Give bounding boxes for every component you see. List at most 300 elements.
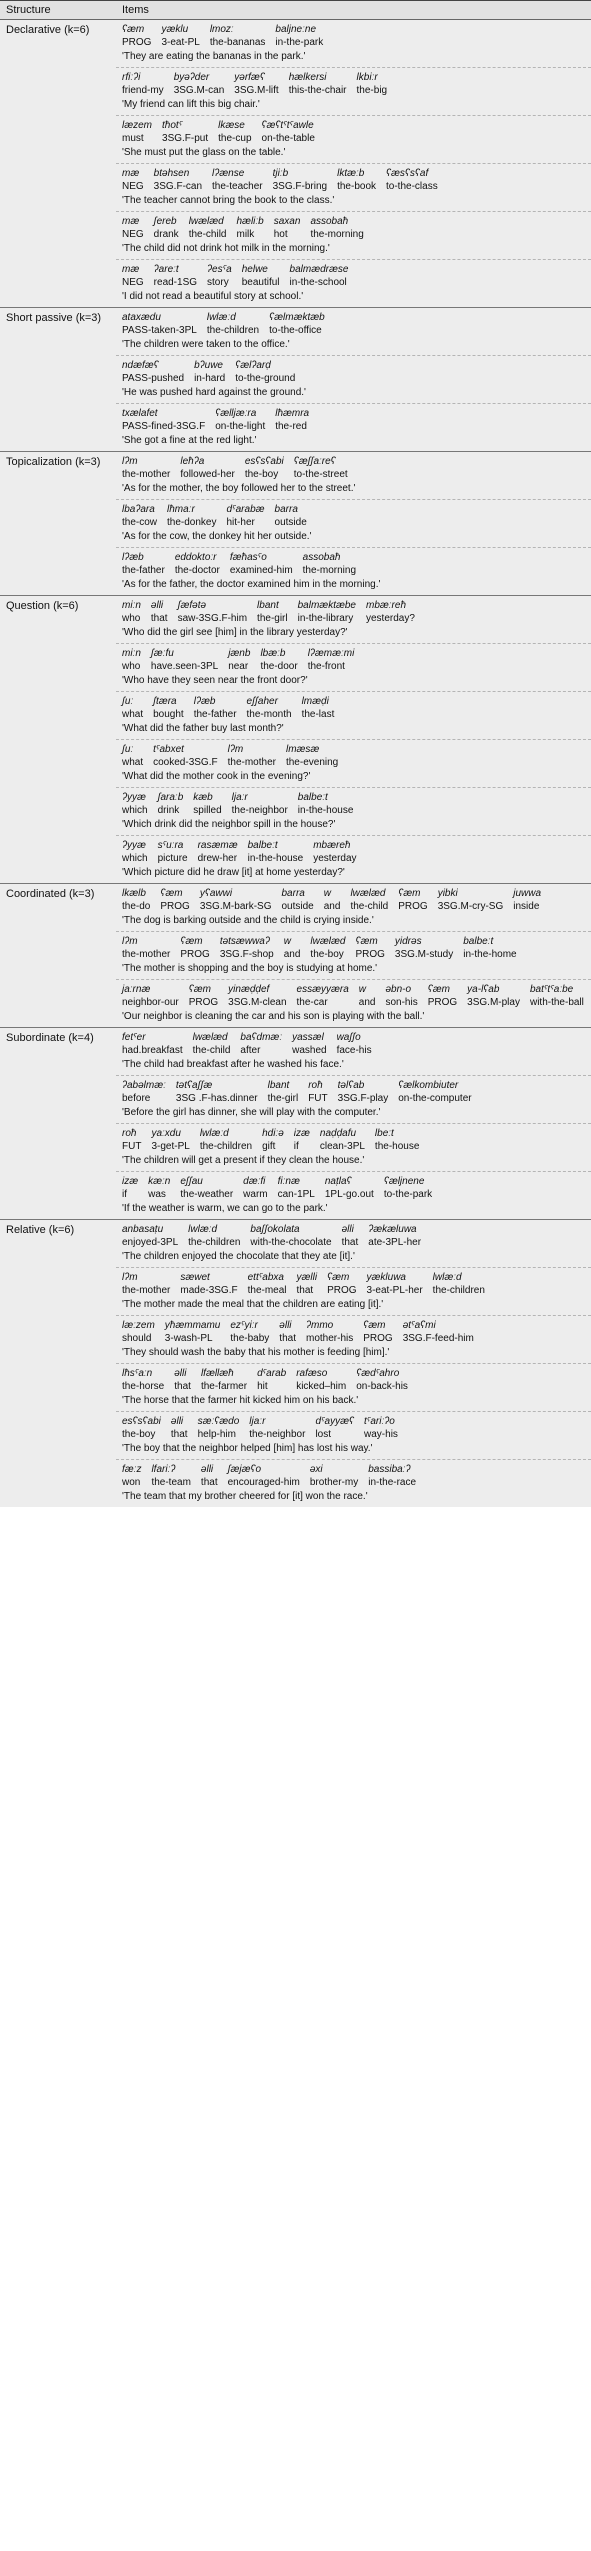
gloss-text: had.breakfast (122, 1045, 183, 1056)
gloss-text: if (293, 1141, 299, 1152)
source-word: ʕæm (180, 936, 203, 947)
gloss-word (296, 1367, 346, 1393)
gloss-text: drank (153, 229, 179, 240)
source-word: yaːxdu (151, 1128, 181, 1139)
gloss-text: must (122, 133, 144, 144)
gloss-text: and (323, 901, 341, 912)
source-word: yækluwa (366, 1272, 406, 1283)
source-word: dˤayyæʕ (315, 1416, 355, 1427)
gloss-text: the-boy (244, 469, 279, 480)
gloss-text: on-the-light (215, 421, 266, 432)
gloss-text: before (122, 1093, 151, 1104)
interlinear-gloss (122, 743, 585, 769)
source-word: lwælæd (350, 888, 386, 899)
gloss-text: PROG (363, 1333, 393, 1344)
gloss-word (160, 887, 189, 913)
gloss-word (257, 1367, 286, 1393)
gloss-word (243, 1175, 267, 1201)
interlinear-gloss (122, 647, 585, 673)
gloss-text: friend-my (122, 85, 164, 96)
interlinear-gloss (122, 359, 585, 385)
free-translation: 'As for the cow, the donkey hit her outside.' (122, 531, 312, 542)
gloss-word (151, 599, 168, 625)
header-structure: Structure (0, 1, 116, 20)
gloss-text: the-teacher (212, 181, 263, 192)
free-translation: 'The children enjoyed the chocolate that they ate [it].' (122, 1251, 355, 1262)
source-word: lkbiːr (356, 72, 378, 83)
gloss-text: ate-3PL-her (368, 1237, 422, 1248)
gloss-word (201, 1367, 247, 1393)
gloss-text: that (174, 1381, 191, 1392)
gloss-word (248, 839, 304, 865)
gloss-text: 3SG.M-cry-SG (437, 901, 504, 912)
interlinear-gloss (122, 1175, 585, 1201)
source-word: jaːrnæ (122, 984, 151, 995)
source-word: izæ (293, 1128, 310, 1139)
gloss-word (174, 71, 225, 97)
gloss-word (200, 887, 272, 913)
gloss-word (228, 743, 276, 769)
gloss-text: was (148, 1189, 166, 1200)
gloss-word (310, 215, 363, 241)
source-word: lʔm (122, 936, 138, 947)
gloss-text: 3SG.F-play (337, 1093, 389, 1104)
gloss-word (207, 311, 259, 337)
gloss-word (207, 263, 232, 289)
structure-row (0, 452, 591, 596)
gloss-text: milk (236, 229, 255, 240)
gloss-word (154, 167, 202, 193)
gloss-word (292, 1031, 326, 1057)
gloss-word (165, 1319, 221, 1345)
source-word: juwwa (513, 888, 542, 899)
source-word: ʕælkombiuter (398, 1080, 459, 1091)
gloss-word (337, 167, 376, 193)
gloss-text: brother-my (309, 1477, 359, 1488)
gloss-text: that (170, 1429, 188, 1440)
free-translation: 'The child had breakfast after he washed his face.' (122, 1059, 344, 1070)
gloss-word (350, 887, 388, 913)
example-item (116, 1172, 591, 1219)
source-word: saxan (273, 216, 301, 227)
example-item (116, 1460, 591, 1507)
source-word: lwlæːd (206, 312, 236, 323)
gloss-word (198, 839, 238, 865)
free-translation: 'The mother made the meal that the children are eating [it].' (122, 1299, 384, 1310)
gloss-word (298, 599, 356, 625)
source-word: yassæl (292, 1032, 324, 1043)
free-translation: 'As for the father, the doctor examined him in the morning.' (122, 579, 381, 590)
free-translation: 'The team that my brother cheered for [it] won the race.' (122, 1491, 368, 1502)
gloss-word (368, 1463, 416, 1489)
source-word: rfiːʔi (122, 72, 141, 83)
interlinear-gloss (122, 599, 585, 625)
interlinear-gloss (122, 1079, 585, 1105)
gloss-word (275, 503, 307, 529)
source-word: lʔænse (212, 168, 245, 179)
source-word: lbant (257, 600, 279, 611)
source-word: fæħasˤo (229, 552, 267, 563)
source-word: lħæmra (275, 408, 310, 419)
structure-label: Relative (k=6) (0, 1220, 116, 1508)
gloss-text: NEG (122, 229, 144, 240)
source-word: helwe (241, 264, 268, 275)
source-word: waʃʃo (336, 1032, 361, 1043)
source-word: txælafet (122, 408, 158, 419)
gloss-word (180, 1271, 237, 1297)
gloss-word (338, 1079, 389, 1105)
source-word: yæklu (161, 24, 189, 35)
gloss-text: PROG (122, 37, 152, 48)
structure-row (0, 1220, 591, 1508)
gloss-word (154, 263, 197, 289)
gloss-text: the-door (260, 661, 298, 672)
source-word: əlli (170, 1416, 184, 1427)
gloss-word (122, 407, 205, 433)
source-word: ʔesˤa (207, 264, 232, 275)
free-translation: 'They should wash the baby that his mother is feeding [him].' (122, 1347, 390, 1358)
structure-row (0, 308, 591, 452)
source-word: lbant (267, 1080, 290, 1091)
interlinear-gloss (122, 407, 585, 433)
source-word: ʕæm (427, 984, 450, 995)
interlinear-gloss (122, 455, 585, 481)
source-word: assobaħ (302, 552, 341, 563)
gloss-text: FUT (308, 1093, 328, 1104)
source-word: ʕæm (160, 888, 183, 899)
source-word: ʃæjæʕo (227, 1464, 262, 1475)
gloss-text: the-child (350, 901, 389, 912)
source-word: w (323, 888, 331, 899)
source-word: fetˤer (122, 1032, 146, 1043)
gloss-word (122, 1127, 141, 1153)
gloss-text: followed-her (180, 469, 235, 480)
source-word: læːzem (122, 1320, 155, 1331)
gloss-text: the-mother (122, 469, 171, 480)
gloss-word (355, 935, 384, 961)
source-word: dˤarabæ (226, 504, 265, 515)
gloss-text: the-morning (302, 565, 357, 576)
gloss-word (201, 1463, 218, 1489)
example-item (116, 164, 591, 212)
gloss-word (257, 599, 288, 625)
structure-row (0, 1028, 591, 1220)
gloss-text: 3SG.F-put (162, 133, 209, 144)
free-translation: 'Which drink did the neighbor spill in the house?' (122, 819, 336, 830)
gloss-word (395, 935, 453, 961)
source-word: dæːfi (243, 1176, 266, 1187)
source-word: essæyyæra (296, 984, 349, 995)
gloss-word (122, 839, 148, 865)
source-word: ʕæljnene (383, 1176, 425, 1187)
gloss-word (357, 71, 388, 97)
source-word: ətˤaʕmi (402, 1320, 436, 1331)
example-item (116, 692, 591, 740)
gloss-word (178, 599, 247, 625)
source-word: ʔabəlmæː (122, 1080, 166, 1091)
gloss-text: NEG (122, 277, 144, 288)
gloss-word (158, 839, 188, 865)
gloss-text: on-the-computer (398, 1093, 472, 1104)
source-word: balbeːt (247, 840, 278, 851)
gloss-text: 3SG.M-play (467, 997, 520, 1008)
gloss-text: picture (157, 853, 188, 864)
gloss-text: the-front (307, 661, 345, 672)
gloss-word (364, 1415, 398, 1441)
source-word: ʕæm (363, 1320, 386, 1331)
gloss-text: the-car (296, 997, 328, 1008)
example-item (116, 740, 591, 788)
gloss-word (242, 263, 280, 289)
source-word: ʕæʃʃaːreʕ (293, 456, 336, 467)
gloss-word (122, 647, 141, 673)
gloss-text: PASS-pushed (122, 373, 185, 384)
gloss-word (327, 1271, 356, 1297)
gloss-text: 3SG .F-has.dinner (175, 1093, 258, 1104)
gloss-text: the-book (337, 181, 377, 192)
gloss-text: the-house (374, 1141, 420, 1152)
source-word: miːn (122, 648, 141, 659)
gloss-word (228, 647, 250, 673)
source-word: tjiːb (272, 168, 289, 179)
gloss-word (342, 1223, 359, 1249)
gloss-word (161, 23, 199, 49)
source-word: təlʕab (337, 1080, 365, 1091)
gloss-word (174, 1367, 191, 1393)
gloss-text: the-children (199, 1141, 253, 1152)
gloss-text: have.seen-3PL (150, 661, 219, 672)
gloss-word (189, 215, 227, 241)
gloss-word (298, 791, 354, 817)
gloss-text: that (296, 1285, 314, 1296)
source-word: ʕæm (398, 888, 421, 899)
structure-row (0, 20, 591, 308)
source-word: ataxædu (122, 312, 161, 323)
source-word: ʔyyæ (122, 792, 146, 803)
interlinear-gloss (122, 1367, 585, 1393)
gloss-text: the-mother (122, 1285, 171, 1296)
source-word: yidrəs (394, 936, 422, 947)
table-body (0, 20, 591, 1508)
source-word: bassibaːʔ (368, 1464, 411, 1475)
gloss-word (310, 1463, 358, 1489)
gloss-word (212, 167, 263, 193)
interlinear-gloss (122, 983, 585, 1009)
source-word: ezˤyiːr (230, 1320, 258, 1331)
source-word: lbeːt (374, 1128, 394, 1139)
source-word: w (358, 984, 367, 995)
gloss-text: 3-wash-PL (164, 1333, 213, 1344)
interlinear-gloss (122, 1271, 585, 1297)
source-word: rafæso (296, 1368, 328, 1379)
gloss-word (262, 1127, 284, 1153)
source-word: ljaːr (231, 792, 248, 803)
gloss-word (122, 1079, 166, 1105)
gloss-text: in-the-race (368, 1477, 417, 1488)
gloss-word (310, 935, 345, 961)
gloss-word (294, 1127, 310, 1153)
gloss-word (245, 455, 284, 481)
example-item (116, 980, 591, 1027)
gloss-text: the-team (151, 1477, 191, 1488)
example-item (116, 260, 591, 307)
gloss-word (279, 1319, 296, 1345)
source-word: lwælæd (188, 216, 224, 227)
gloss-word (210, 23, 266, 49)
source-word: sæːʕædo (197, 1416, 240, 1427)
source-word: byəʔder (173, 72, 210, 83)
gloss-word (530, 983, 584, 1009)
free-translation: 'He was pushed hard against the ground.' (122, 387, 306, 398)
source-word: lwlæːd (432, 1272, 462, 1283)
source-word: bʔuwe (194, 360, 223, 371)
source-word: lfællæħ (200, 1368, 234, 1379)
gloss-text: PASS-taken-3PL (122, 325, 197, 336)
gloss-word (215, 407, 265, 433)
gloss-word (250, 1223, 331, 1249)
gloss-word (122, 311, 197, 337)
gloss-text: drink (157, 805, 180, 816)
interlinear-gloss (122, 1463, 585, 1489)
gloss-word (278, 1175, 315, 1201)
table-header-row (0, 1, 591, 20)
gloss-word (122, 1271, 170, 1297)
gloss-word (433, 1271, 485, 1297)
gloss-word (232, 791, 288, 817)
gloss-word (235, 359, 295, 385)
gloss-text: and (358, 997, 376, 1008)
source-word: kæːn (148, 1176, 171, 1187)
source-word: barra (274, 504, 298, 515)
gloss-word (122, 791, 148, 817)
source-word: assobaħ (310, 216, 349, 227)
gloss-text: encouraged-him (227, 1477, 300, 1488)
free-translation: 'Which picture did he draw [it] at home yesterday?' (122, 867, 345, 878)
source-word: ʃæfətə (177, 600, 207, 611)
gloss-text: to-the-office (269, 325, 322, 336)
source-word: lmæsæ (285, 744, 320, 755)
example-item (116, 1028, 591, 1076)
source-word: naḍḍafu (319, 1128, 357, 1139)
gloss-word (375, 1127, 419, 1153)
gloss-word (228, 1463, 300, 1489)
gloss-text: if (122, 1189, 127, 1200)
source-word: mæ (122, 168, 140, 179)
gloss-word (262, 119, 315, 145)
gloss-text: enjoyed-3PL (122, 1237, 179, 1248)
source-word: ʃæːfu (150, 648, 174, 659)
gloss-text: 3SG.M-bark-SG (199, 901, 272, 912)
gloss-text: NEG (122, 181, 144, 192)
gloss-text: the-bananas (209, 37, 266, 48)
gloss-text: to-the-street (293, 469, 348, 480)
interlinear-gloss (122, 23, 585, 49)
gloss-word (122, 359, 184, 385)
gloss-text: read-1SG (153, 277, 198, 288)
source-word: tˤabxet (153, 744, 184, 755)
source-word: lwælæd (310, 936, 346, 947)
source-word: tħotˤ (162, 120, 183, 131)
items-cell (116, 1220, 591, 1508)
example-item (116, 212, 591, 260)
source-word: hælkersi (288, 72, 327, 83)
gloss-word (275, 23, 323, 49)
source-word: lʔm (122, 1272, 138, 1283)
free-translation: 'Who have they seen near the front door?' (122, 675, 308, 686)
source-word: ljaːr (249, 1416, 266, 1427)
source-word: əlli (200, 1464, 214, 1475)
gloss-text: the-father (193, 709, 237, 720)
source-word: yħæmmamu (164, 1320, 221, 1331)
interlinear-gloss (122, 695, 585, 721)
gloss-word (180, 935, 209, 961)
gloss-text: can-1PL (277, 1189, 315, 1200)
source-word: lwlæːd (188, 1224, 218, 1235)
gloss-text: the-horse (122, 1381, 165, 1392)
source-word: ʕæʕtˤtˤawle (261, 120, 314, 131)
gloss-text: PROG (427, 997, 458, 1008)
example-item (116, 1364, 591, 1412)
gloss-text: 3SG.F-can (153, 181, 203, 192)
gloss-text: mother-his (305, 1333, 354, 1344)
source-word: batˤtˤaːbe (529, 984, 574, 995)
example-item (116, 1076, 591, 1124)
source-word: lʔm (122, 456, 138, 467)
gloss-word (240, 1031, 282, 1057)
gloss-text: after (240, 1045, 261, 1056)
source-word: ʕæm (188, 984, 211, 995)
gloss-word (180, 1175, 233, 1201)
source-word: lbæːb (260, 648, 286, 659)
example-item (116, 932, 591, 980)
source-word: esʕsʕabi (244, 456, 284, 467)
free-translation: 'They are eating the bananas in the park.' (122, 51, 306, 62)
gloss-word (284, 935, 301, 961)
source-word: əlli (279, 1320, 292, 1331)
gloss-word (302, 695, 335, 721)
items-cell (116, 20, 591, 308)
gloss-text: who (122, 661, 141, 672)
gloss-word (122, 887, 150, 913)
source-word: ʃuː (122, 696, 134, 707)
gloss-text: the-donkey (167, 517, 217, 528)
header-items: Items (116, 1, 591, 20)
free-translation: 'She must put the glass on the table.' (122, 147, 286, 158)
gloss-word (356, 1367, 408, 1393)
free-translation: 'The boy that the neighbor helped [him] has lost his way.' (122, 1443, 373, 1454)
gloss-text: 3SG.F-bring (272, 181, 328, 192)
gloss-word (297, 1271, 318, 1297)
gloss-word (122, 599, 141, 625)
gloss-text: the-weather (180, 1189, 234, 1200)
source-word: yibki (437, 888, 458, 899)
free-translation: 'My friend can lift this big chair.' (122, 99, 260, 110)
gloss-word (308, 647, 355, 673)
source-word: sæwet (180, 1272, 210, 1283)
gloss-word (367, 1271, 423, 1297)
structure-label: Coordinated (k=3) (0, 884, 116, 1028)
example-item (116, 1268, 591, 1316)
gloss-word (230, 551, 293, 577)
gloss-word (247, 695, 292, 721)
free-translation: 'Who did the girl see [him] in the library yesterday?' (122, 627, 348, 638)
source-word: lwlæːd (199, 1128, 229, 1139)
gloss-text: clean-3PL (319, 1141, 365, 1152)
gloss-text: which (122, 805, 148, 816)
source-word: naṭlaʕ (324, 1176, 352, 1187)
gloss-text: the-meal (247, 1285, 287, 1296)
source-word: ʕæm (327, 1272, 350, 1283)
